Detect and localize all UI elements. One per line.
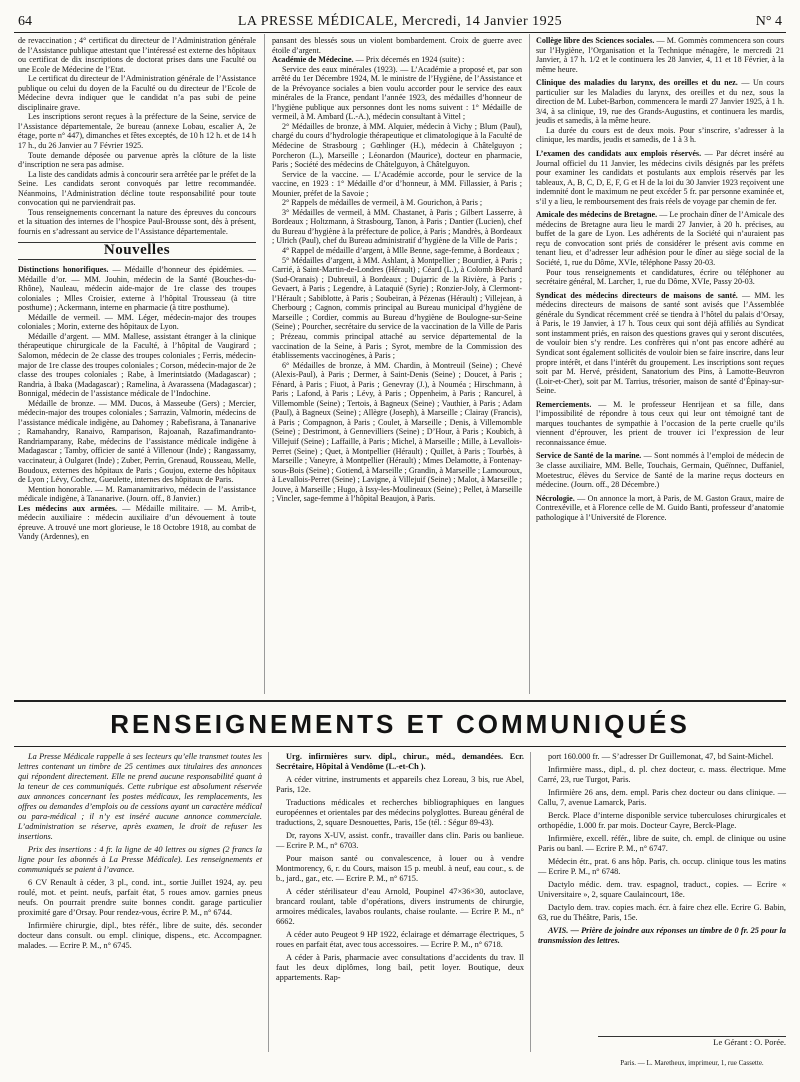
- paragraph: Tous renseignements concernant la nature des épreuves du concours et la situation des internes de l’hospice Paul-Brousse sont, dès à présent, fournis en s’adressant au service de l’Assistance départementale.: [18, 207, 256, 236]
- section-banner: RENSEIGNEMENTS ET COMMUNIQUÉS: [14, 700, 786, 747]
- paragraph: Les inscriptions seront reçues à la préfecture de la Seine, service de l’Assistance départementale, 2e bureau (annexe Lobau, escalier A, 2e étage, porte n° 447), dimanches et fêtes exceptés, de 10 h 12 h. et de 14 h 17 h., du 26 Janvier au 7 Février 1925.: [18, 112, 256, 151]
- printer-line: Paris. — L. Maretheux, imprimeur, 1, rue Cassette.: [620, 1059, 764, 1067]
- journal-title: LA PRESSE MÉDICALE, Mercredi, 14 Janvier 1925: [237, 14, 563, 29]
- rubric-label: Remerciements.: [536, 399, 592, 409]
- classifieds-column-3: [538, 752, 786, 949]
- paragraph: 2° Médailles de bronze, à MM. Alquier, médecin à Vichy ; Blum (Paul), chargé du cours d’hydrologie thérapeutique et climatologique à la Faculté de Médecine de Strasbourg ; Gœhlinger (H.), médecin à Châtelguyon ; Porcheron (L.), Marseille ; Léonardon (Maurice), docteur en pharmacie, Paris ; Société des médecins de Châtelguyon, à Châtelguyon.: [272, 121, 522, 170]
- rubric-text: — Le prochain dîner de l’Amicale des médecins de Bretagne aura lieu le mardi 27 Janvier, à 20 h. précises, au buffet de la gare de Lyon. Les adhérents de la Société qui n’auraient pas reçu de convocation sont priés de considérer le présent avis comme en tenant lieu, et d’adresser leur adhésion pour le dîner au siège social de la Société, 1, rue du Dôme, XVIe, téléphone Passy 20-03.: [536, 210, 784, 268]
- classified-ad: Infirmière, excell. référ., libre de suite, ch. empl. de clinique ou usine Paris ou banl. — Ecrire P. M., n° 6747.: [538, 834, 786, 853]
- rubric-label: Académie de Médecine.: [272, 55, 354, 65]
- classified-ad: Pour maison santé ou convalescence, à louer ou à vendre Montmorency, 6, r. du Cours, maison 15 p. meubl. à neuf, eau cour., s. de b., jard., gar., etc. — Ecrire P. M., n° 6715.: [276, 854, 524, 883]
- gerant-signature: Le Gérant : O. Porée.: [598, 1036, 786, 1051]
- classified-ad: Dactylo dem. trav. copies mach. écr. à faire chez elle. Ecrire G. Babin, 63, rue du Théâtre, Paris, 15e.: [538, 903, 786, 922]
- paragraph: Pour tous renseignements et candidatures, écrire ou téléphoner au secrétaire général, M. Larcher, 1, rue du Dôme, XVIe, Passy 20-03.: [536, 267, 784, 287]
- classified-ad: Infirmière 26 ans, dem. empl. Paris chez docteur ou dans clinique. — Callu, 7, avenue Lamarck, Paris.: [538, 788, 786, 807]
- classifieds-column-2: [276, 752, 524, 986]
- paragraph: Service des eaux minérales (1923). — L’Académie a proposé et, par son arrêté du 1er Décembre 1924, M. le ministre de l’Hygiène, de l’Assistance et de la Prévoyance sociales a bien voulu accorder pour le service des eaux minérales de la France, pendant l’année 1923, des médailles d’honneur de l’hygiène publique aux personnes dont les noms suivent : 1° Médaille de vermeil, à M. Ambard (L.-A.), médecin consultant à Vittel ;: [272, 64, 522, 122]
- paragraph: Mention honorable. — M. Ramanamitrarivo, médecin de l’assistance médicale indigène, à Tananarive. (Journ. off., 8 Janvier.): [18, 484, 256, 504]
- paragraph: 6° Médailles de bronze, à MM. Chardin, à Montreuil (Seine) ; Chevé (Alexis-Paul), à Paris ; Dermer, à Saint-Denis (Seine) ; Doucet, à Paris ; Fénard, à Paris ; Fiuot, à Paris ; Genevray (J.), à Nouméa ; Hirschmann, à Paris ; Lafond, à Paris ; Lévy, à Paris ; Oppenheim, à Paris ; Rancurel, à Villemomble (Seine) ; Tertois, à Bagneux (Seine) ; Vauthier, à Paris ; Adam (Paul), à Bagneux (Seine) ; Allègre (Joseph), à Marseille ; Clairay (Francis), à Paris ; Compagnon, à Paris ; Coulet, à Marseille ; Denis, à Villemomble (Seine) ; Destrimont, à Gennevilliers (Seine) ; D’Hour, à Paris ; Koubich, à Villejuif (Seine) ; Laffaille, à Paris ; Michel, à Marseille ; Mille, à Levallois-Perret (Seine) ; Quet, à Montpellier (Hérault) ; Quillet, à Paris ; Tourbès, à Marseille ; Vaneyre, à Montpellier (Hérault) ; Mmes Delamotte, à Fontenay-sous-Bois (Seine) ; Gotiend, à Marseille ; Grandin, à Marseille ; Lamouroux, à Levallois-Perret (Seine) ; Lavigne, à Villejuif (Seine) ; Malot, à Marseille ; Jouve, à Marseille ; Hugo, à Issy-les-Moulineaux (Seine) ; Pellet, à Marseille ; Vincler, sage-femme à l’hôpital Beaujon, à Paris.: [272, 360, 522, 504]
- paragraph: Toute demande déposée ou parvenue après la clôture de la liste d’inscription ne sera pas admise.: [18, 150, 256, 170]
- issue-number: N° 4: [755, 14, 782, 29]
- column-3: [536, 36, 784, 522]
- avis-notice: AVIS. — Prière de joindre aux réponses un timbre de 0 fr. 25 pour la transmission des lettres.: [538, 926, 786, 945]
- rubric-label: L’examen des candidats aux emplois réservés.: [536, 149, 702, 159]
- rubric-label: Les médecins aux armées.: [18, 503, 118, 513]
- notice-paragraph: La Presse Médicale rappelle à ses lecteurs qu’elle transmet toutes les lettres contenant un timbre de 25 centimes aux titulaires des annonces qui répondent directement. Elle ne prend aucune responsabilité quant à la teneur de ces communiqués. Cette rubrique est absolument réservée aux annonces concernant les postes médicaux, les remplacements, les offres ou demandes d’emplois ou de cessions ayant un caractère médical ou para-médical ; il n’y est inséré aucune annonce commerciale. L’administration se réserve, après examen, le droit de refuser les insertions.: [18, 752, 262, 841]
- column-divider: [530, 752, 531, 1052]
- rubric-text: — Par décret inséré au Journal officiel du 11 Janvier, les médecins civils désignés par les préfets pour examiner les candidats et postulants aux emplois réservés par les tableaux, A, B, C, D, E, F, G et H de la loi du 30 Janvier 1923 reçoivent une indemnité dont le maximum ne peut excéder 5 fr. par personne examinée et, s’il y a lieu, le remboursement des frais réels de voyage par chemin de fer.: [536, 149, 784, 206]
- column-1: [18, 36, 256, 542]
- rubric-label: Amicale des médecins de Bretagne.: [536, 210, 658, 220]
- column-divider: [529, 34, 530, 694]
- classified-ad: A céder à Paris, pharmacie avec consultations d’accidents du trav. Il faut les deux diplômes, long bail, petit loyer. Boutique, deux appartements. Rap-: [276, 953, 524, 982]
- paragraph: de revaccination ; 4° certificat du directeur de l’Administration générale de l’Assistance publique attestant que l’intéressé est externe des hôpitaux ou certificat de dix inscriptions de doctorat prises dans une Faculté ou une Ecole de Médecine de l’Etat.: [18, 36, 256, 74]
- paragraph: La liste des candidats admis à concourir sera arrêtée par le préfet de la Seine. Les candidats seront convoqués par lettre recommandée. Néanmoins, l’Administration décline toute responsabilité pour toute convocation qui ne parviendrait pas.: [18, 169, 256, 208]
- classifieds-column-1: [18, 752, 262, 954]
- paragraph: Médaille de bronze. — MM. Ducos, à Masseube (Gers) ; Mercier, médecin-major des troupes coloniales ; Sarrazin, Valmorin, médecins de l’assistance médicale indigène, au Dahomey ; Rabefisrana, à Tananarive ; Ramahandry, Ranaivo, Ramparison, Rajoanah, Razafimandranto-Randriamparany, Rabe, médecins de l’assistance médicale indigène à Madagascar ; Tamby, officier de santé à Villenour (Inde) ; Rangassamy, vaccinateur, à Oulgaret (Inde) ; Zuber, Perrin, Grenaud, Rousseau, Melle, Boudoux, externes des hôpitaux de Paris ; Goujou, externe des hôpitaux de Lyon ; Lévy, Cochez, Gueulette, internes des hôpitaux de Paris.: [18, 398, 256, 485]
- rubric-text: — On annonce la mort, à Paris, de M. Gaston Graux, maire de Contrexéville, et à Florence celle de M. Guido Banti, professeur d’anatomie pathologique à l’Université de Florence.: [536, 493, 784, 522]
- rubric-text: — Sont nommés à l’emploi de médecin de 3e classe auxiliaire, MM. Belle, Touchais, Germain, Quéïnnec, Duffaniel, Moetestruc, élèves du Service de Santé de la marine reçus docteurs en médecine. (Journ. off., 28 Décembre.): [536, 451, 784, 490]
- paragraph: Médaille d’argent. — MM. Mallese, assistant étranger à la clinique thérapeutique chirurgicale de la Faculté, à l’hôpital de Vaugirard ; Salomon, médecin de 2e classe des troupes coloniales ; Ferris, médecin-major de 1re classe des troupes coloniales ; Corson, médecin-major de 2e classe des troupes coloniales ; Rabe, à Imerintsiatdo (Madagascar) ; Randria, à Ibaka (Madagascar) ; Ramelina, à Avarassena (Madagascar) ; Bonnigal, médecin de l’assistance médicale de l’Indochine.: [18, 331, 256, 399]
- classified-ad: Berck. Place d’interne disponible service tuberculoses chirurgicales et orthopédie, 1.000 fr. par mois. Docteur Cayre, Berck-Plage.: [538, 811, 786, 830]
- paragraph: 5° Médailles d’argent, à MM. Ashlant, à Montpellier ; Bourdier, à Paris ; Carrié, à Saint-Martin-de-Londres (Hérault) ; Céard (L.), à Colomb Béchard (Sud-Oranais) ; Dubreuil, à Bordeaux ; Dujarric de la Rivière, à Paris ; Gevaert, à Paris ; Legendre, à Lataquié (Syrie) ; Ronzier-Joly, à Clermont-l’Hérault ; Sabiblotte, à Paris ; Soubeiran, à Pézenas (Hérault) ; Villejean, à Cherbourg ; Cagnon, commis principal au Bureau municipal d’hygiène de Marseille ; Cordier, commis au Bureau d’hygiène de Boulogne-sur-Seine (Seine) ; Pourcher, secrétaire du service de la vaccination de la Ville de Paris ; Prézeau, commis principal attaché au service départemental de la vaccination de la Seine, à Paris ; Syrot, membre de la Commission des établissements vaccinogènes, à Paris ;: [272, 255, 522, 361]
- rubric-label: Clinique des maladies du larynx, des oreilles et du nez.: [536, 78, 738, 88]
- column-divider: [264, 34, 265, 694]
- classified-ad: A céder stérilisateur d’eau Arnold, Poupinel 47×36×30, autoclave, brancard roulant, table d’opérations, divers instruments de chirurgie, armoires médicales, lavabos roulants, chaise roulante. — Ecrire P. M., n° 6662.: [276, 887, 524, 926]
- classified-ad: port 160.000 fr. — S’adresser Dr Guillemonat, 47, bd Saint-Michel.: [548, 752, 774, 761]
- rubric-label: Nécrologie.: [536, 493, 575, 503]
- paragraph: La durée du cours est de deux mois. Pour s’inscrire, s’adresser à la clinique, les mardis, jeudis et samedis, de 1 à 3 h.: [536, 125, 784, 145]
- column-divider: [268, 752, 269, 1052]
- classified-ad: A céder vitrine, instruments et appareils chez Loreau, 3 bis, rue Abel, Paris, 12e.: [276, 775, 524, 794]
- rubric-label: Syndicat des médecins directeurs de maisons de santé.: [536, 290, 738, 300]
- classified-ad: Dr, rayons X-UV, assist. confr., travailler dans clin. Paris ou banlieue. — Ecrire P. M., n° 6703.: [276, 831, 524, 850]
- classified-ad: Traductions médicales et recherches bibliographiques en langues européennes et orientales par des médecins polyglottes. Bureau général de traductions, 2, square Desnouettes, Paris, 15e (tél. : Ségur 89-43).: [276, 798, 524, 827]
- rubric-label: Distinctions honorifiques.: [18, 265, 109, 275]
- paragraph: Médaille de vermeil. — MM. Léger, médecin-major des troupes coloniales ; Morin, externe des hôpitaux de Lyon.: [18, 312, 256, 332]
- page-number: 64: [18, 14, 32, 29]
- section-title-nouvelles: Nouvelles: [18, 242, 256, 260]
- notice-paragraph: Prix des insertions : 4 fr. la ligne de 40 lettres ou signes (2 francs la ligne pour les abonnés à La Presse Médicale). Les renseignements et communiqués se paient à l’avance.: [18, 845, 262, 874]
- paragraph: Service de la vaccine. — L’Académie accorde, pour le service de la vaccine, en 1923 : 1° Médaille d’or d’honneur, à MM. Fillassier, à Paris ; Mounier, préfet de la Savoie ;: [272, 169, 522, 198]
- paragraph: Le certificat du directeur de l’Administration générale de l’Assistance publique ou celui du doyen de la Faculté ou du directeur de l’Ecole de Médecine devra indiquer que le candidat n’a pas subi de peine disciplinaire grave.: [18, 74, 256, 112]
- classified-ad: Urg. infirmières surv. dipl., chirur., méd., demandées. Ecr. Secrétaire, Hôpital à Vendôme (L.-et-Ch ).: [276, 752, 524, 771]
- paragraph: 3° Médailles de vermeil, à MM. Chastanet, à Paris ; Gilbert Lasserre, à Bordeaux ; Holtzmann, à Strasbourg, Tanon, à Paris ; Dantier (Lucien), chef du Bureau d’hygiène à la préfecture de police, à Paris ; Mandrès, à Bordeaux ; Ulrich (Paul), chef du Bureau administratif d’hygiène de la Ville de Paris ;: [272, 207, 522, 246]
- classified-ad: Médecin étr., prat. 6 ans hôp. Paris, ch. occup. clinique tous les matins — Ecrire P. M., n° 6748.: [538, 857, 786, 876]
- paragraph: pansant des blessés sous un violent bombardement. Croix de guerre avec étoile d’argent.: [272, 36, 522, 55]
- classified-ad: Dactylo médic. dem. trav. espagnol, traduct., copies. — Ecrire « Universitaire », 2, square Caulaincourt, 18e.: [538, 880, 786, 899]
- column-2: [272, 36, 522, 504]
- rubric-text: — MM. les médecins directeurs de maisons de santé sont avisés que l’Assemblée générale du Syndicat récemment créé se tiendra à l’hôtel du palais d’Orsay, à Paris, le 19 Janvier, à 17 h. Tous ceux qui sont déjà affiliés au Syndicat sont instamment priés, en raison des questions graves qui y seront discutées, de vouloir bien s’y rendre. Les confrères qui n’ont pas encore adhéré au Syndicat sont également sollicités de vouloir bien se faire inscrire, dans leur propre intérêt, et dans l’intérêt du groupement. Les inscriptions sont reçues soit par M. Hervé, président, Sanatorium des Pins, à Lamotte-Beuvron (Loir-et-Cher), soit par M. Tarrius, trésorier, maison de santé d’Épinay-sur-Seine.: [536, 290, 784, 396]
- classified-ad: Infirmière mass., dipl., d. pl. chez docteur, c. mass. électrique. Mme Carré, 23, rue Turgot, Paris.: [538, 765, 786, 784]
- classified-ad: 6 CV Renault à céder, 3 pl., cond. int., sortie Juillet 1924, ay. peu roulé, mot. et peint. neufs, parfait état, 5 roues amov. garnies pneus neufs. On pourrait prendre suite bonnes condit. garage particulier proximité gare d’Orsay. Pour rendez-vous, écrire P. M., n° 6744.: [18, 878, 262, 917]
- rubric-text: — Un cours particulier sur les Maladies du larynx, des oreilles et du nez, sous la direction de M. Lubet-Barbon, commencera le mardi 27 Janvier 1925, à 1 h. 3/4, à sa clinique, 19, rue des Grands-Augustins, et continuera les mardis, jeudis et samedis, à la même heure.: [536, 78, 784, 126]
- rubric-text: — Prix décernés en 1924 (suite) :: [355, 55, 465, 65]
- classified-ad: A céder auto Peugeot 9 HP 1922, éclairage et démarrage électriques, 5 roues en parfait état, avec tous accessoires. — Ecrire P. M., n° 6718.: [276, 930, 524, 949]
- classified-ad: Infirmière chirurgie, dipl., btes référ., libre de suite, dés. seconder docteur dans consult. ou empl. clinique, dispens., etc. Accompagner. malades. — Ecrire P. M., n° 6745.: [18, 921, 262, 950]
- paragraph: 2° Rappels de médailles de vermeil, à M. Gourichon, à Paris ;: [282, 198, 483, 208]
- rubric-label: Collège libre des Sciences sociales.: [536, 36, 655, 45]
- rubric-text: — Médaille militaire. — M. Arrib-t, médecin auxiliaire : médecin auxiliaire d’un dévouement à toute épreuve. A trouvé une mort glorieuse, le 18 Octobre 1918, au combat de Vandy (Ardennes), en: [18, 503, 256, 542]
- rubric-label: Service de Santé de la marine.: [536, 451, 642, 461]
- paragraph: 4° Rappel de médaille d’argent, à Mlle Benne, sage-femme, à Bordeaux ;: [282, 246, 520, 256]
- page-header: [14, 12, 786, 33]
- rubric-text: — Médaille d’honneur des épidémies. — Médaille d’or. — MM. Jouhin, médecin de la Santé (Bouches-du-Rhône), Nauleau, médecin aide-major de 1re classe des troupes coloniales ; Mlles Croisier, externe à l’hôpital Trousseau (à titre posthume) ; Ackermann, interne en pharmacie (à titre posthume).: [18, 265, 256, 313]
- rubric-text: — M. Gommès commencera son cours sur l’Hygiène, l’Organisation et la Technique ménagère, le mercredi 21 Janvier, à 17 h. 1/2 et le continuera les 28 Janvier, 4, 11 et 18 Février, à la même heure.: [536, 36, 784, 74]
- rubric-text: — M. le professeur Henrijean et sa fille, dans l’impossibilité de répondre à tous ceux qui leur ont témoigné tant de marques touchantes de sympathie à l’occasion de la perte cruelle qu’ils viennent d’éprouver, les prient de trouver ici l’expression de leur reconnaissance émue.: [536, 399, 784, 447]
